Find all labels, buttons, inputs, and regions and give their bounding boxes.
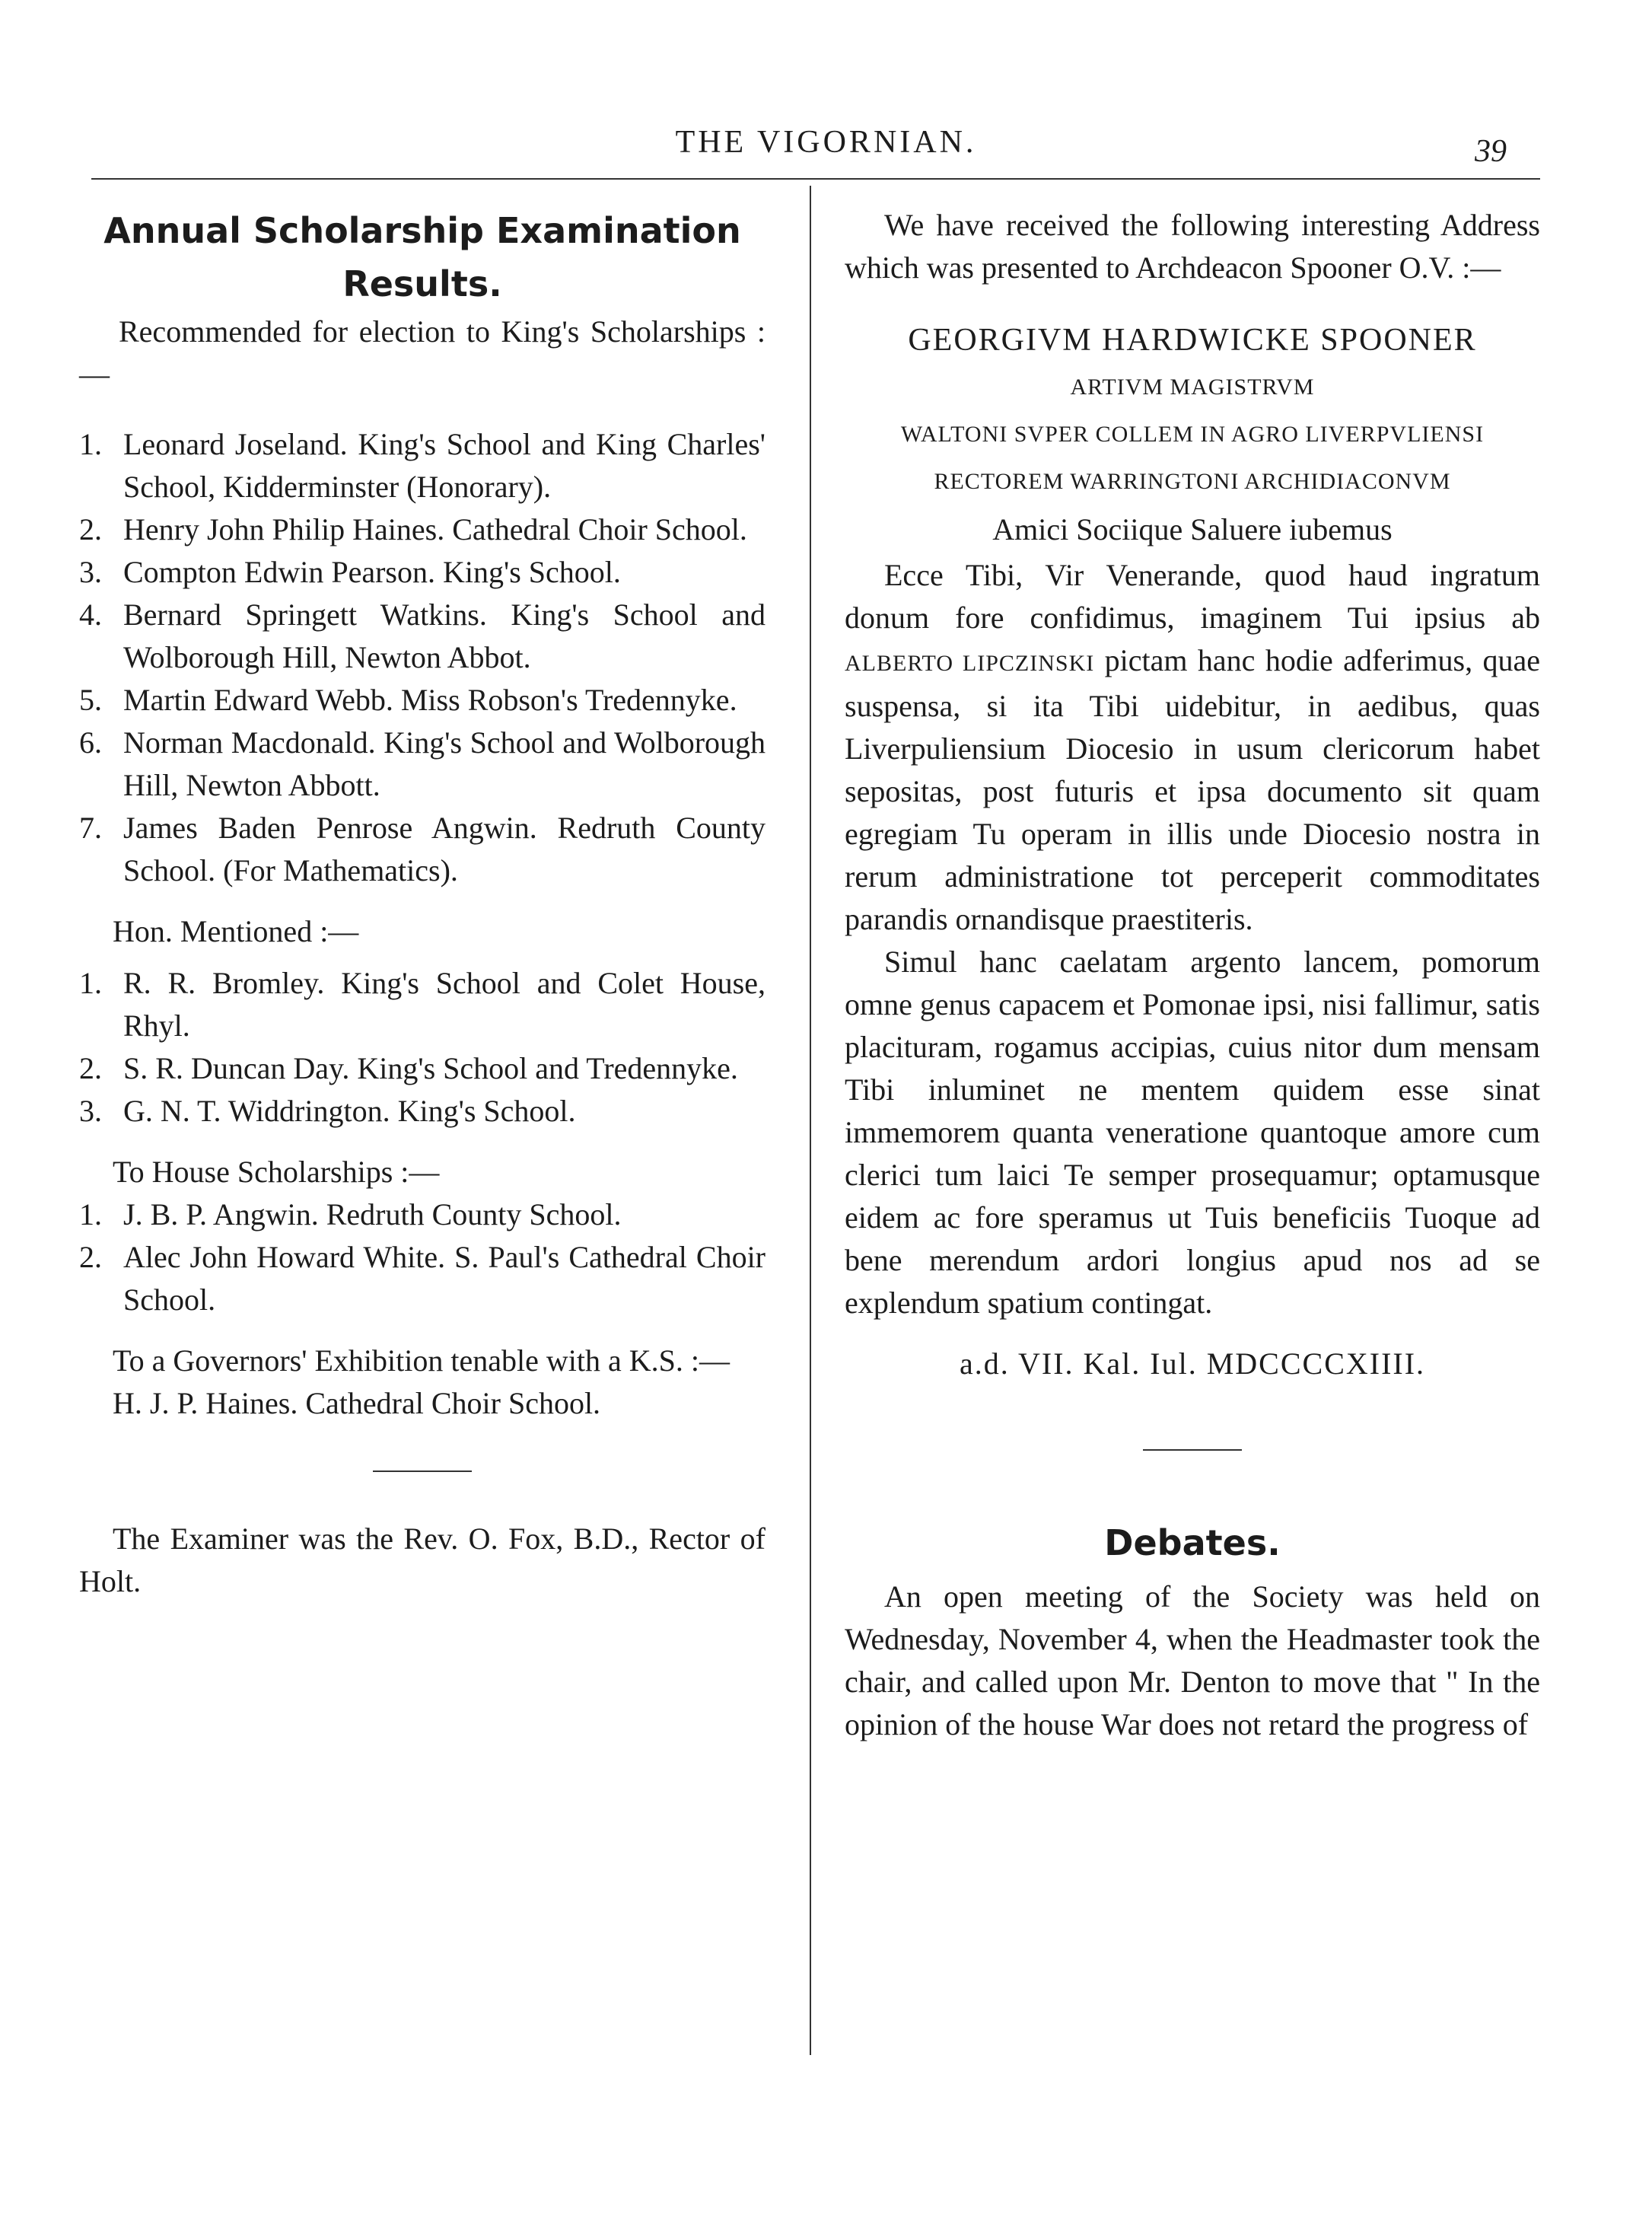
governors-exhibition-label: To a Governors' Exhibition tenable with a K.S. :—	[113, 1343, 730, 1378]
item-detail: Redruth County School.	[326, 1197, 622, 1232]
list-item	[79, 1193, 766, 1236]
kings-scholars-list	[79, 423, 766, 892]
item-detail: King's School.	[397, 1094, 576, 1128]
item-name: Alec John Howard White.	[123, 1240, 446, 1274]
address-date: a.d. VII. Kal. Iul. MDCCCCXIIII.	[959, 1346, 1426, 1381]
item-name: Compton Edwin Pearson.	[123, 555, 435, 589]
scholarship-heading	[79, 204, 766, 311]
running-header: THE VIGORNIAN.	[675, 125, 977, 160]
item-number: 6.	[79, 725, 102, 760]
address-paragraph-1	[845, 554, 1540, 941]
item-name: Martin Edward Webb.	[123, 683, 393, 717]
item-detail: King's School and Colet House, Rhyl.	[123, 966, 766, 1043]
item-name: S. R. Duncan Day.	[123, 1051, 350, 1085]
house-scholars-list	[79, 1193, 766, 1321]
list-item	[79, 1047, 766, 1090]
address-greeting: Amici Sociique Saluere iubemus	[992, 512, 1393, 546]
list-item	[79, 722, 766, 807]
list-item	[79, 508, 766, 551]
paragraph-text: Ecce Tibi, Vir Venerande, quod haud ingratum donum fore confidimus, imaginem Tui ipsius ab	[845, 558, 1540, 635]
page-number: 39	[1475, 134, 1507, 169]
item-number: 5.	[79, 683, 102, 717]
item-detail: King's School and Wolborough Hill, Newton Abbot.	[123, 597, 766, 674]
item-number: 1.	[79, 966, 102, 1000]
item-number: 7.	[79, 811, 102, 845]
debates-heading: Debates.	[1104, 1522, 1281, 1563]
list-item	[79, 1090, 766, 1133]
list-item	[79, 807, 766, 892]
item-name: G. N. T. Widdrington.	[123, 1094, 390, 1128]
house-scholarships-label: To House Scholarships :—	[113, 1155, 440, 1189]
item-detail: King's School.	[442, 555, 621, 589]
scholarship-heading-line1: Annual Scholarship Examination	[103, 210, 741, 251]
item-number: 3.	[79, 1094, 102, 1128]
debates-text: An open meeting of the Society was held on Wednesday, November 4, when the Headmaster took the chair, and called upon Mr. Denton to move that " In the opinion of the house War does not retard the progress of	[845, 1579, 1540, 1741]
list-item	[79, 594, 766, 679]
scholarship-heading-line2: Results.	[342, 263, 502, 304]
right-column	[845, 204, 1540, 1746]
item-name: Leonard Joseland.	[123, 427, 348, 461]
item-detail: King's School and Tredennyke.	[357, 1051, 738, 1085]
left-column	[79, 204, 766, 1603]
list-item	[79, 551, 766, 594]
governors-exhibition-entry: H. J. P. Haines. Cathedral Choir School.	[113, 1386, 601, 1420]
item-number: 4.	[79, 597, 102, 632]
address-intro: We have received the following interesting Address which was presented to Archdeacon Spooner O.V. :—	[845, 208, 1540, 285]
item-detail: S. Paul's Cathedral Choir School.	[123, 1240, 766, 1317]
address-name: GEORGIVM HARDWICKE SPOONER	[908, 323, 1477, 358]
item-number: 1.	[79, 1197, 102, 1232]
item-number: 2.	[79, 512, 102, 546]
address-degree: ARTIVM MAGISTRVM	[1070, 374, 1315, 400]
hon-mentioned-label: Hon. Mentioned :—	[113, 914, 359, 948]
item-detail: Miss Robson's Tredennyke.	[400, 683, 737, 717]
item-detail: King's School and Wolborough Hill, Newton Abbott.	[123, 725, 766, 802]
list-item	[79, 423, 766, 508]
list-item	[79, 679, 766, 722]
item-detail: Cathedral Choir School.	[452, 512, 747, 546]
examiner-note: The Examiner was the Rev. O. Fox, B.D., Rector of Holt.	[79, 1521, 766, 1598]
item-detail: King's School and King Charles' School, Kidderminster (Honorary).	[123, 427, 766, 504]
address-office: RECTOREM WARRINGTONI ARCHIDIACONVM	[934, 469, 1451, 494]
address-paragraph-2: Simul hanc caelatam argento lancem, pomorum omne genus capacem et Pomonae ipsi, nisi fallimur, satis placituram, rogamus accipias, cuius nitor dum mensam Tibi inluminet ne mentem quidem esse sinat immemorem quanta veneratione quantoque amore cum clerici tum laici Te semper prosequamur; optamusque eidem ac fore speramus ut Tuis beneficiis Tuoque ad bene merendum ardori longius apud nos ad se explendum spatium contingat.	[845, 945, 1540, 1320]
item-name: Bernard Springett Watkins.	[123, 597, 487, 632]
item-number: 2.	[79, 1051, 102, 1085]
item-number: 1.	[79, 427, 102, 461]
paragraph-text: pictam hanc hodie adferimus, quae suspensa, si ita Tibi uidebitur, in aedibus, quas Liverpuliensium Diocesio in usum clericorum habet sepositas, post futuris et ipsa documento sit quam egregiam Tu operam in illis unde Diocesio nostra in rerum administratione tot perceperit commoditates parandis ornandisque praestiteris.	[845, 643, 1541, 936]
item-detail: Redruth County School. (For Mathematics).	[123, 811, 766, 887]
scholarship-intro: Recommended for election to King's Scholarships :—	[79, 314, 766, 391]
hon-mentioned-list	[79, 962, 766, 1133]
list-item	[79, 962, 766, 1047]
address-parish: WALTONI SVPER COLLEM IN AGRO LIVERPVLIENSI	[900, 422, 1485, 447]
item-name: James Baden Penrose Angwin.	[123, 811, 537, 845]
header-rule	[91, 178, 1540, 180]
list-item	[79, 1236, 766, 1321]
item-name: Henry John Philip Haines.	[123, 512, 445, 546]
artist-name: ALBERTO LIPCZINSKI	[845, 651, 1095, 676]
item-name: J. B. P. Angwin.	[123, 1197, 319, 1232]
column-divider	[810, 186, 811, 2055]
item-number: 3.	[79, 555, 102, 589]
item-number: 2.	[79, 1240, 102, 1274]
item-name: Norman Macdonald.	[123, 725, 376, 760]
item-name: R. R. Bromley.	[123, 966, 325, 1000]
